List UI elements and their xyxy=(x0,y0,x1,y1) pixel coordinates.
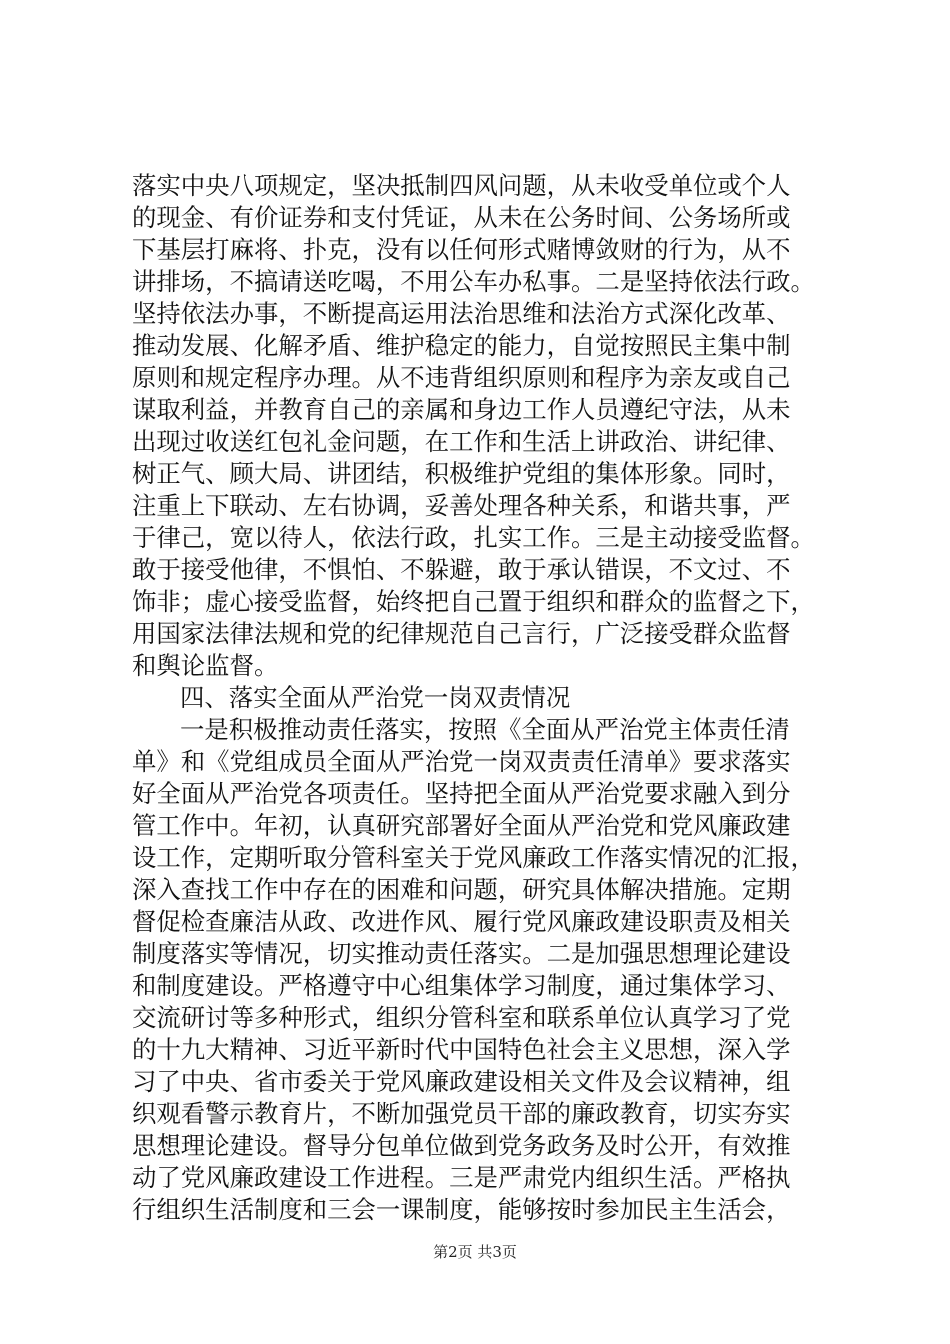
text-line: 督促检查廉洁从政、改进作风、履行党风廉政建设职责及相关 xyxy=(132,907,791,936)
text-line: 深入查找工作中存在的困难和问题，研究具体解决措施。定期 xyxy=(132,875,791,904)
text-line: 出现过收送红包礼金问题，在工作和生活上讲政治、讲纪律、 xyxy=(132,427,791,456)
text-line: 动了党风廉政建设工作进程。三是严肃党内组织生活。严格执 xyxy=(132,1163,791,1192)
text-line: 落实中央八项规定，坚决抵制四风问题，从未收受单位或个人 xyxy=(132,171,791,200)
text-line: 坚持依法办事，不断提高运用法治思维和法治方式深化改革、 xyxy=(132,299,791,328)
body-text xyxy=(132,170,852,1226)
text-line: 制度落实等情况，切实推动责任落实。二是加强思想理论建设 xyxy=(132,939,791,968)
text-line: 原则和规定程序办理。从不违背组织原则和程序为亲友或自己 xyxy=(132,363,791,392)
text-line: 织观看警示教育片，不断加强党员干部的廉政教育，切实夯实 xyxy=(132,1099,791,1128)
text-line: 推动发展、化解矛盾、维护稳定的能力，自觉按照民主集中制 xyxy=(132,331,791,360)
text-line: 单》和《党组成员全面从严治党一岗双责责任清单》要求落实 xyxy=(132,747,791,776)
text-line: 讲排场，不搞请送吃喝，不用公车办私事。二是坚持依法行政。 xyxy=(132,267,815,296)
text-line: 注重上下联动、左右协调，妥善处理各种关系，和谐共事，严 xyxy=(132,491,791,520)
text-line: 好全面从严治党各项责任。坚持把全面从严治党要求融入到分 xyxy=(132,779,791,808)
text-line: 交流研讨等多种形式，组织分管科室和联系单位认真学习了党 xyxy=(132,1003,791,1032)
text-line: 树正气、顾大局、讲团结，积极维护党组的集体形象。同时， xyxy=(132,459,791,488)
text-line: 和舆论监督。 xyxy=(132,651,279,680)
text-line: 谋取利益，并教育自己的亲属和身边工作人员遵纪守法，从未 xyxy=(132,395,791,424)
text-line: 敢于接受他律，不惧怕、不躲避，敢于承认错误，不文过、不 xyxy=(132,555,791,584)
page-footer: 第2页 共3页 xyxy=(433,1243,517,1261)
text-line: 饰非；虚心接受监督，始终把自己置于组织和群众的监督之下， xyxy=(132,587,815,616)
text-line: 设工作，定期听取分管科室关于党风廉政工作落实情况的汇报， xyxy=(132,843,815,872)
text-line: 和制度建设。严格遵守中心组集体学习制度，通过集体学习、 xyxy=(132,971,791,1000)
text-line: 于律己，宽以待人，依法行政，扎实工作。三是主动接受监督。 xyxy=(132,523,815,552)
text-line: 管工作中。年初，认真研究部署好全面从严治党和党风廉政建 xyxy=(132,811,791,840)
text-line: 的现金、有价证券和支付凭证，从未在公务时间、公务场所或 xyxy=(132,203,791,232)
text-line: 用国家法律法规和党的纪律规范自己言行，广泛接受群众监督 xyxy=(132,619,791,648)
text-line: 下基层打麻将、扑克，没有以任何形式赌博敛财的行为，从不 xyxy=(132,235,791,264)
section-heading: 四、落实全面从严治党一岗双责情况 xyxy=(180,683,571,712)
text-line: 习了中央、省市委关于党风廉政建设相关文件及会议精神，组 xyxy=(132,1067,791,1096)
paragraph-first-line: 一是积极推动责任落实，按照《全面从严治党主体责任清 xyxy=(180,715,790,744)
text-line: 行组织生活制度和三会一课制度，能够按时参加民主生活会， xyxy=(132,1195,791,1224)
text-line: 思想理论建设。督导分包单位做到党务政务及时公开，有效推 xyxy=(132,1131,791,1160)
text-line: 的十九大精神、习近平新时代中国特色社会主义思想，深入学 xyxy=(132,1035,791,1064)
